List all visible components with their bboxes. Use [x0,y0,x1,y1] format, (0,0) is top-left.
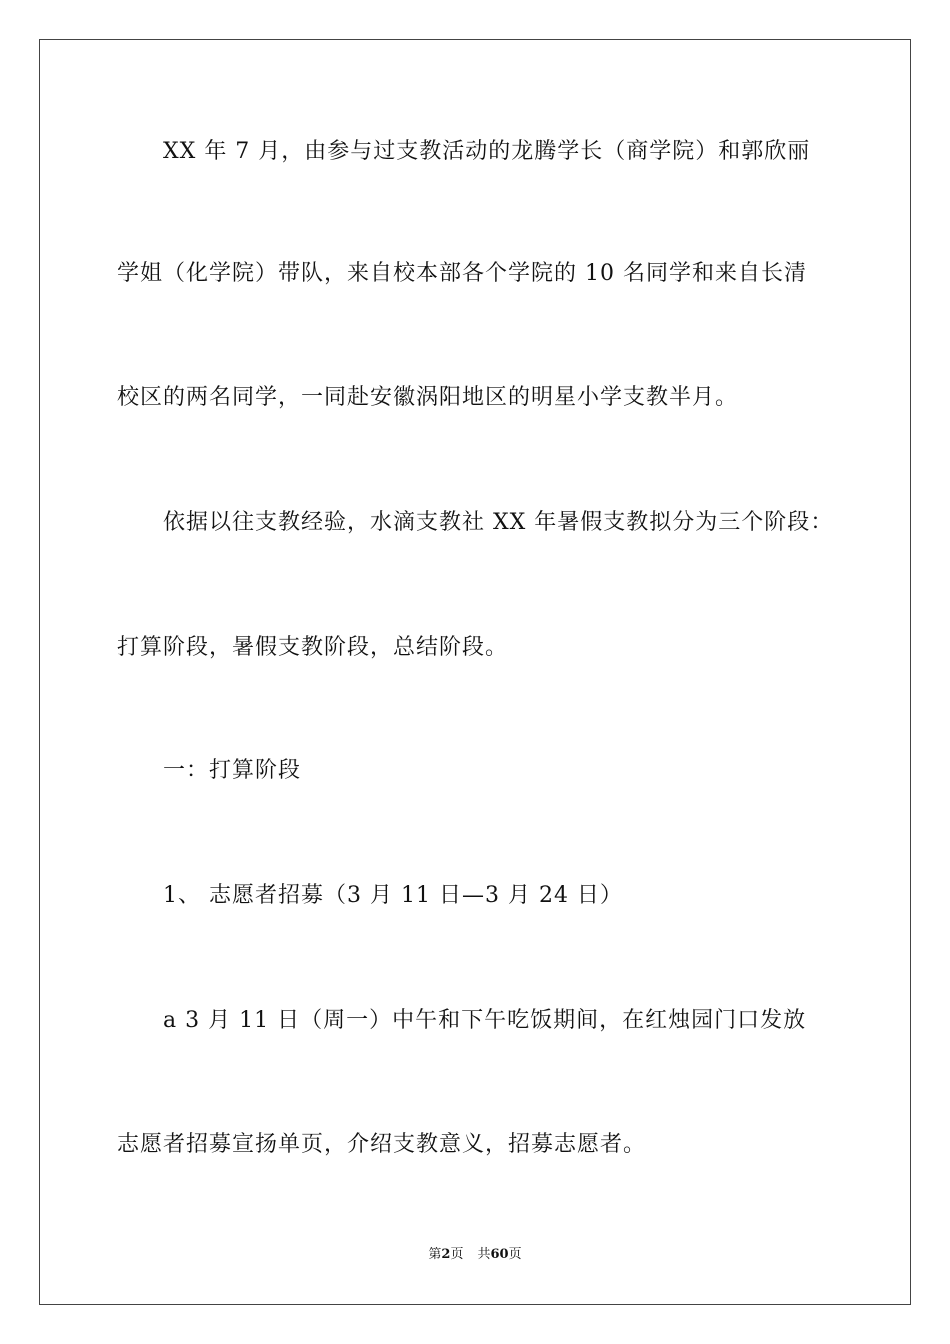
section-heading: 一：打算阶段 [163,758,302,783]
paragraph-line: 志愿者招募宣扬单页，介绍支教意义，招募志愿者。 [117,1132,647,1157]
page-number: 2 [441,1247,451,1262]
paragraph-line: 打算阶段，暑假支教阶段，总结阶段。 [117,635,509,660]
paragraph-line: a 3 月 11 日（周一）中午和下午吃饭期间，在红烛园门口发放 [163,1008,807,1033]
page-footer [0,1246,950,1264]
paragraph-line: 依据以往支教经验，水滴支教社 XX 年暑假支教拟分为三个阶段： [163,510,834,535]
total-pages: 60 [490,1247,509,1262]
paragraph-line: 校区的两名同学，一同赴安徽涡阳地区的明星小学支教半月。 [117,385,739,410]
page-prefix: 第 [428,1247,442,1262]
total-suffix: 页 [508,1247,522,1262]
page-frame [39,39,911,1305]
subsection-heading: 1、 志愿者招募（3 月 11 日—3 月 24 日） [163,883,623,908]
paragraph-line: XX 年 7 月，由参与过支教活动的龙腾学长（商学院）和郭欣丽 [163,139,811,164]
total-prefix: 共 [477,1247,491,1262]
page-suffix: 页 [450,1247,464,1262]
paragraph-line: 学姐（化学院）带队，来自校本部各个学院的 10 名同学和来自长清 [117,261,807,286]
